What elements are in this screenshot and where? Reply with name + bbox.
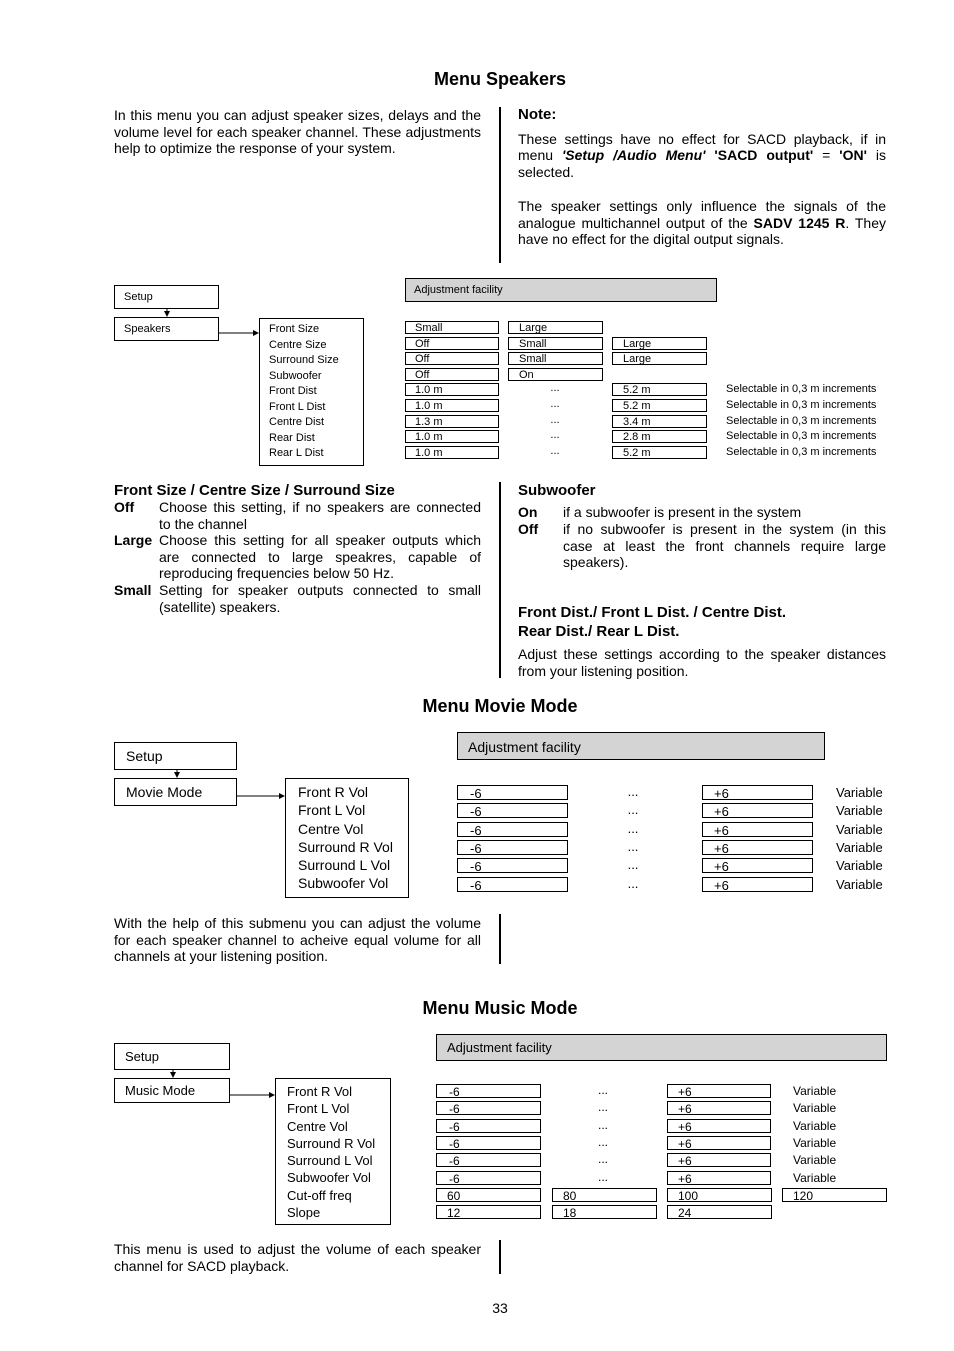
value-box: +6 — [702, 858, 813, 873]
ellipsis: ... — [627, 802, 639, 818]
setup-box: Setup — [114, 285, 219, 309]
submenu-item: Front L Vol — [298, 802, 366, 819]
value-box: Large — [612, 352, 707, 365]
value-box: -6 — [436, 1119, 541, 1133]
submenu-item: Front R Vol — [298, 784, 369, 800]
submenu-item: Rear L Dist — [269, 447, 324, 459]
value-box: +6 — [702, 785, 813, 800]
submenu-item: Surround R Vol — [298, 838, 393, 855]
value-box: Small — [508, 352, 603, 365]
value-box: +6 — [667, 1153, 771, 1167]
value-box: -6 — [436, 1153, 541, 1167]
variable-note: Variable — [793, 1084, 837, 1098]
speakers-title: Menu Speakers — [433, 69, 567, 89]
music-text: This menu is used to adjust the volume of each speaker channel for SACD playback. — [114, 1241, 481, 1274]
ellipsis: ... — [597, 1083, 608, 1097]
definition-text: Choose this setting for all speaker outputs which are connected to large speakres, capable of reproducing frequencies below 50 Hz. — [159, 532, 481, 582]
value-box: -6 — [457, 877, 568, 892]
adjustment-facility-header: Adjustment facility — [436, 1034, 887, 1061]
submenu-item: Centre Vol — [287, 1118, 348, 1134]
value-box: 18 — [552, 1205, 657, 1219]
definition-text: Setting for speaker outputs connected to small (satellite) speakers. — [159, 582, 481, 615]
submenu-item: Subwoofer Vol — [287, 1170, 371, 1186]
value-box: +6 — [667, 1171, 771, 1185]
value-box: 12 — [436, 1205, 541, 1219]
value-box: 60 — [436, 1188, 541, 1202]
page-number: 33 — [492, 1300, 508, 1316]
value-box: On — [508, 368, 603, 381]
submenu-item: Slope — [287, 1205, 321, 1221]
increment-note: Selectable in 0,3 m increments — [726, 430, 877, 443]
variable-note: Variable — [836, 839, 883, 855]
value-box: -6 — [457, 803, 568, 818]
value-box: Large — [612, 337, 707, 350]
value-box: 1.0 m — [405, 446, 499, 459]
note-paragraph-1: These settings have no effect for SACD playback, if in menu 'Setup /Audio Menu' 'SACD output' = 'ON' is selected. — [518, 130, 886, 181]
submenu-item: Centre Size — [269, 338, 327, 351]
movie-title: Menu Movie Mode — [422, 696, 578, 716]
submenu-item: Front L Dist — [269, 400, 326, 413]
variable-note: Variable — [836, 858, 883, 874]
submenu-item: Front Dist — [269, 385, 317, 397]
submenu-item: Surround L Vol — [298, 857, 391, 874]
submenu-item: Centre Vol — [298, 820, 364, 837]
value-box: -6 — [436, 1136, 541, 1150]
value-box: 1.0 m — [405, 399, 499, 412]
ellipsis: ... — [550, 429, 560, 442]
note-title: Note: — [518, 106, 557, 123]
value-box: -6 — [436, 1084, 541, 1098]
ellipsis: ... — [597, 1117, 608, 1132]
variable-note: Variable — [836, 876, 883, 892]
size-section-title: Front Size / Centre Size / Surround Size — [114, 482, 395, 499]
ellipsis: ... — [550, 413, 560, 426]
music-mode-menu-box: Music Mode — [114, 1078, 230, 1103]
variable-note: Variable — [793, 1118, 837, 1133]
value-box: Off — [405, 352, 499, 365]
submenu-item: Front R Vol — [287, 1084, 353, 1099]
value-box: Large — [508, 321, 603, 334]
ellipsis: ... — [597, 1152, 608, 1167]
music-title: Menu Music Mode — [422, 998, 578, 1018]
value-box: 24 — [667, 1205, 772, 1219]
value-box: +6 — [667, 1101, 771, 1115]
ellipsis: ... — [550, 444, 560, 457]
speakers-menu-box: Speakers — [114, 317, 219, 341]
value-box: 5.2 m — [612, 446, 707, 459]
ellipsis: ... — [597, 1134, 608, 1149]
value-box: Small — [508, 337, 603, 350]
definition-text: if no subwoofer is present in the system (in this case at least the front channels require large speakers). — [563, 521, 886, 571]
submenu-item: Cut-off freq — [287, 1187, 352, 1203]
ellipsis: ... — [550, 382, 560, 395]
distance-section-title-1: Front Dist./ Front L Dist. / Centre Dist. — [518, 604, 787, 621]
value-box: Off — [405, 368, 499, 381]
subwoofer-section-title: Subwoofer — [518, 482, 596, 499]
definition-term: Small — [114, 582, 152, 598]
value-box: 5.2 m — [612, 383, 707, 396]
submenu-item: Surround L Vol — [287, 1153, 373, 1169]
movie-mode-menu-box: Movie Mode — [114, 778, 237, 806]
definition-text: if a subwoofer is present in the system — [563, 504, 802, 520]
setup-box: Setup — [114, 1043, 230, 1070]
value-box: -6 — [457, 785, 568, 800]
increment-note: Selectable in 0,3 m increments — [726, 399, 877, 411]
ellipsis: ... — [597, 1169, 608, 1184]
setup-box: Setup — [114, 742, 237, 770]
value-box: -6 — [457, 858, 568, 873]
value-box: Off — [405, 337, 499, 350]
increment-note: Selectable in 0,3 m increments — [726, 414, 877, 427]
definition-term: Off — [114, 499, 135, 515]
submenu-item: Subwoofer Vol — [298, 875, 389, 892]
value-box: 80 — [552, 1188, 657, 1202]
value-box: 120 — [782, 1188, 887, 1202]
value-box: -6 — [457, 840, 568, 855]
submenu-item: Subwoofer — [269, 369, 322, 382]
adjustment-facility-header: Adjustment facility — [457, 732, 825, 760]
ellipsis: ... — [597, 1100, 608, 1115]
ellipsis: ... — [627, 784, 639, 799]
value-box: -6 — [457, 822, 568, 837]
ellipsis: ... — [627, 857, 639, 873]
definition-text: Choose this setting, if no speakers are connected to the channel — [159, 499, 481, 532]
movie-text: With the help of this submenu you can adjust the volume for each speaker channel to acheive equal volume for all channels at your listening position. — [114, 915, 481, 965]
note-paragraph-2: The speaker settings only influence the signals of the analogue multichannel output of the SADV 1245 R. They have no effect for the digital output signals. — [518, 197, 886, 248]
variable-note: Variable — [793, 1170, 837, 1185]
value-box: +6 — [667, 1136, 771, 1150]
value-box: +6 — [667, 1119, 771, 1133]
value-box: -6 — [436, 1101, 541, 1115]
speakers-intro: In this menu you can adjust speaker sizes, delays and the volume level for each speaker channel. These adjustments help to optimize the response of your system. — [114, 107, 481, 157]
variable-note: Variable — [793, 1101, 837, 1116]
ellipsis: ... — [627, 838, 639, 854]
adjustment-facility-header: Adjustment facility — [405, 278, 717, 302]
value-box: 100 — [667, 1188, 772, 1202]
submenu-item: Centre Dist — [269, 416, 325, 428]
value-box: +6 — [702, 803, 813, 818]
variable-note: Variable — [836, 821, 883, 837]
value-box: +6 — [702, 877, 813, 892]
definition-term: Off — [518, 521, 539, 537]
ellipsis: ... — [627, 875, 639, 891]
value-box: +6 — [667, 1084, 771, 1098]
value-box: 3.4 m — [612, 415, 707, 428]
submenu-item: Front L Vol — [287, 1101, 350, 1117]
variable-note: Variable — [793, 1135, 837, 1150]
value-box: Small — [405, 321, 499, 334]
value-box: +6 — [702, 840, 813, 855]
variable-note: Variable — [836, 785, 883, 800]
variable-note: Variable — [793, 1153, 837, 1168]
distance-text: Adjust these settings according to the speaker distances from your listening position. — [518, 646, 886, 679]
increment-note: Selectable in 0,3 m increments — [726, 445, 877, 458]
submenu-item: Surround R Vol — [287, 1135, 376, 1151]
value-box: 2.8 m — [612, 430, 707, 443]
definition-term: On — [518, 504, 538, 520]
definition-term: Large — [114, 532, 153, 548]
distance-section-title-2: Rear Dist./ Rear L Dist. — [518, 623, 680, 640]
value-box: 1.0 m — [405, 430, 499, 443]
value-box: 5.2 m — [612, 399, 707, 412]
value-box: 1.0 m — [405, 383, 499, 396]
submenu-item: Rear Dist — [269, 431, 315, 444]
submenu-item: Front Size — [269, 323, 320, 335]
variable-note: Variable — [836, 803, 883, 819]
ellipsis: ... — [550, 398, 560, 410]
value-box: +6 — [702, 822, 813, 837]
submenu-item: Surround Size — [269, 354, 339, 366]
increment-note: Selectable in 0,3 m increments — [726, 383, 877, 396]
ellipsis: ... — [627, 820, 639, 836]
value-box: -6 — [436, 1171, 541, 1185]
value-box: 1.3 m — [405, 415, 499, 428]
